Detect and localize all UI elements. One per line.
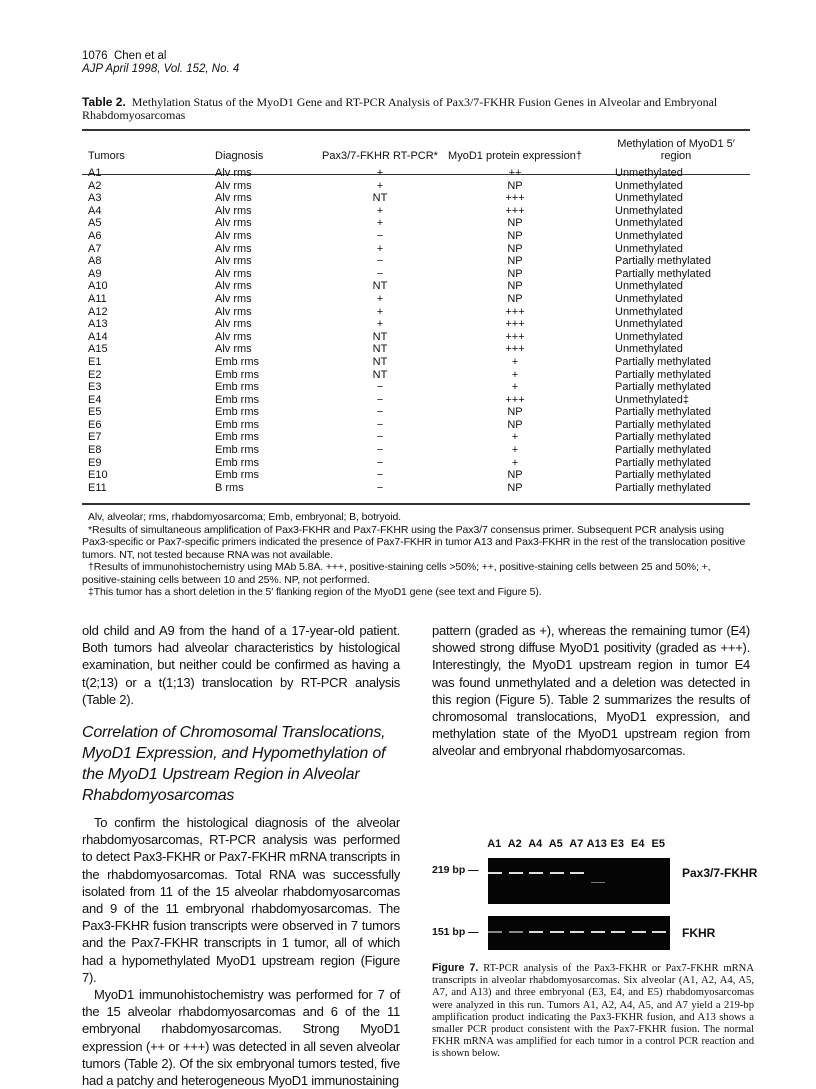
table-cell: Partially methylated	[615, 381, 711, 394]
table-top-rule	[82, 129, 750, 131]
table-cell: −	[376, 456, 384, 469]
table-cell: Unmethylated	[615, 343, 683, 356]
table-cell: NP	[507, 267, 523, 280]
table-cell: Unmethylated	[615, 192, 683, 205]
table-cell: Alv rms	[215, 242, 252, 255]
column-header: Pax3/7-FKHR RT-PCR*	[322, 150, 438, 162]
table-cell: Emb rms	[215, 355, 259, 368]
table-cell: +++	[505, 192, 525, 205]
table-cell: Unmethylated	[615, 229, 683, 242]
table-cell: Emb rms	[215, 381, 259, 394]
figure-caption	[432, 962, 754, 1061]
table-cell: Unmethylated	[615, 280, 683, 293]
table-cell: −	[376, 267, 384, 280]
gel-band	[509, 872, 523, 874]
table-cell: +	[511, 456, 519, 469]
table-cell: Alv rms	[215, 330, 252, 343]
table-row	[82, 306, 750, 319]
table-row	[82, 431, 750, 444]
table-cell: Partially methylated	[615, 368, 711, 381]
table-cell: A4	[88, 204, 102, 217]
right-column	[432, 622, 750, 760]
table-cell: Alv rms	[215, 267, 252, 280]
table-cell: A1	[88, 167, 102, 179]
table-cell: NP	[507, 255, 523, 268]
table-cell: E9	[88, 456, 102, 469]
gel-band	[652, 931, 666, 933]
table-cell: +	[511, 368, 519, 381]
table-cell: +	[511, 431, 519, 444]
lane-label: A13	[586, 838, 607, 850]
caption-text: RT-PCR analysis of the Pax3-FKHR or Pax7-FKHR mRNA transcripts in alveolar rhabdomyosarcomas. Six alveolar (A1, A2, A4, A5, A7, and A13) and three embryonal (E3, E4, and E5) rhabdomyosarcomas were analyzed in this run. Tumors A1, A2, A4, A5, and A7 yield a 219-bp amplification product indicating the Pax3-FKHR fusion, and A13 shows a smaller PCR product consistent with the Pax7-FKHR fusion. The normal FKHR mRNA was amplified for each tumor in a control PCR reaction and is shown below.	[432, 963, 754, 1060]
gel-band	[509, 931, 523, 933]
table-cell: Unmethylated	[615, 242, 683, 255]
table-cell: −	[376, 393, 384, 406]
column-header: Methylation of MyoD1 5′ region	[617, 138, 735, 162]
table-cell: +++	[505, 343, 525, 356]
gel-band	[570, 931, 584, 933]
table-cell: E2	[88, 368, 102, 381]
table-cell: Emb rms	[215, 456, 259, 469]
table-cell: A12	[88, 305, 108, 318]
paragraph: old child and A9 from the hand of a 17-year-old patient. Both tumors had alveolar characteristics by histological examination, but neither could be confirmed as having a t(2;13) or a t(1;13) translocation by RT-PCR analysis (Table 2).	[82, 623, 400, 707]
paragraph: To confirm the histological diagnosis of the alveolar rhabdomyosarcomas, RT-PCR analysis was performed to detect Pax3-FKHR or Pax7-FKHR mRNA transcripts in the rhabdomyosarcomas. Total RNA was successfully isolated from 11 of the 15 alveolar rhabdomyosarcomas and 9 of the 11 embryonal rhabdomyosarcomas. The Pax3-FKHR fusion transcripts were observed in 7 tumors and the Pax7-FKHR transcripts in 1 tumor, all of which had a hypomethylated MyoD1 upstream region (Figure 7).	[82, 815, 400, 985]
table-row	[82, 192, 750, 205]
table-cell: NP	[507, 292, 523, 305]
column-header: MyoD1 protein expression†	[448, 150, 582, 162]
table-cell: Alv rms	[215, 204, 252, 217]
table-cell: Partially methylated	[615, 444, 711, 457]
table-row	[82, 331, 750, 344]
table-cell: +	[511, 355, 519, 368]
table-row	[82, 444, 750, 457]
footnote: †Results of immunohistochemistry using MAb 5.8A. +++, positive-staining cells >50%; ++, positive-staining cells between 25 and 50%; +, positive-staining cells between 10 and 25%. NP, not performed.	[82, 561, 711, 586]
table-row	[82, 343, 750, 356]
column-header: Diagnosis	[215, 150, 264, 162]
table-cell: NT	[372, 330, 388, 343]
table-cell: −	[376, 229, 384, 242]
table-cell: A13	[88, 318, 108, 331]
table-cell: Alv rms	[215, 305, 252, 318]
figure-7-gel	[432, 838, 762, 958]
table-cell: Unmethylated	[615, 330, 683, 343]
table-cell: +++	[505, 393, 525, 406]
table-cell: NP	[507, 242, 523, 255]
lane-label: A2	[507, 838, 522, 850]
table-cell: Partially methylated	[615, 418, 711, 431]
table-bottom-rule	[82, 503, 750, 505]
gel-band	[529, 872, 543, 874]
table-cell: NP	[507, 469, 523, 482]
table-cell: A11	[88, 292, 107, 305]
gel-band	[529, 931, 543, 933]
table-cell: NP	[507, 179, 523, 192]
table-cell: E4	[88, 393, 102, 406]
table-caption	[82, 96, 752, 122]
table-row	[82, 394, 750, 407]
table-cell: Unmethylated	[615, 292, 683, 305]
table-cell: Emb rms	[215, 406, 259, 419]
table-cell: Alv rms	[215, 255, 252, 268]
table-cell: Alv rms	[215, 292, 252, 305]
table-cell: Emb rms	[215, 368, 259, 381]
lane-labels	[484, 838, 669, 850]
table-cell: E11	[88, 481, 107, 494]
journal-citation: AJP April 1998, Vol. 152, No. 4	[82, 63, 240, 75]
table-cell: A9	[88, 267, 102, 280]
table-cell: Alv rms	[215, 318, 252, 331]
table-cell: NT	[372, 343, 388, 356]
gel-pax-fkhr	[488, 858, 670, 904]
table-row	[82, 217, 750, 230]
figure-label: Figure 7.	[432, 962, 479, 974]
table-cell: A7	[88, 242, 102, 255]
table-cell: Alv rms	[215, 167, 252, 179]
page-number: 1076	[82, 50, 108, 62]
table-cell: Partially methylated	[615, 431, 711, 444]
table-cell: A5	[88, 217, 102, 230]
table-row	[82, 406, 750, 419]
lane-label: E3	[610, 838, 624, 850]
gel-band	[611, 931, 625, 933]
table-row	[82, 381, 750, 394]
table-cell: NP	[507, 481, 523, 494]
column-header: Tumors	[88, 150, 125, 162]
table-row	[82, 268, 750, 281]
table-cell: E1	[88, 355, 102, 368]
footnote: Alv, alveolar; rms, rhabdomyosarcoma; Emb, embryonal; B, botryoid.	[88, 511, 401, 523]
table-cell: −	[376, 381, 384, 394]
table-cell: Unmethylated	[615, 318, 683, 331]
lane-label: A7	[569, 838, 584, 850]
table-row	[82, 457, 750, 470]
table-cell: −	[376, 469, 384, 482]
table-cell: Alv rms	[215, 192, 252, 205]
paragraph: pattern (graded as +), whereas the remaining tumor (E4) showed strong diffuse MyoD1 positivity (graded as +++). Interestingly, the MyoD1 upstream region in tumor E4 was found unmethylated and a deletion was detected in this region (Figure 5). Table 2 summarizes the results of chromosomal translocations, MyoD1 expression, and methylation state of the MyoD1 upstream region from alveolar and embryonal rhabdomyosarcomas.	[432, 623, 750, 759]
table-cell: Alv rms	[215, 217, 252, 230]
table-cell: Emb rms	[215, 393, 259, 406]
table-cell: +++	[505, 318, 525, 331]
paragraph: MyoD1 immunohistochemistry was performed for 7 of the 15 alveolar rhabdomyosarcomas and 6 of the 11 embryonal rhabdomyosarcomas. Strong MyoD1 expression (++ or +++) was detected in all seven alveolar tumors (Table 2). Of the six embryonal tumors tested, five had a patchy and heterogeneous MyoD1 immunostaining	[82, 987, 400, 1089]
table-cell: NT	[372, 280, 388, 293]
table-cell: +++	[505, 204, 525, 217]
table-cell: A2	[88, 179, 102, 192]
table-cell: Alv rms	[215, 229, 252, 242]
lane-label: A1	[487, 838, 502, 850]
table-cell: +	[376, 318, 384, 331]
table-footnotes	[82, 511, 750, 599]
table-row	[82, 318, 750, 331]
table-cell: +	[376, 242, 384, 255]
table-cell: Partially methylated	[615, 355, 711, 368]
table-cell: +	[511, 444, 519, 457]
lane-label: E4	[631, 838, 645, 850]
table-row	[82, 280, 750, 293]
authors: Chen et al	[113, 50, 167, 62]
table-cell: −	[376, 418, 384, 431]
table-cell: NT	[372, 355, 388, 368]
table-cell: E3	[88, 381, 102, 394]
gel2-label: FKHR	[682, 926, 716, 940]
table-row	[82, 419, 750, 432]
table-cell: A8	[88, 255, 102, 268]
gel1-marker: 219 bp —	[432, 864, 479, 876]
table-cell: +	[376, 179, 384, 192]
table-cell: Unmethylated	[615, 179, 683, 192]
table-row	[82, 167, 750, 180]
table-cell: A15	[88, 343, 108, 356]
table-row	[82, 356, 750, 369]
gel-band	[591, 882, 605, 883]
methylation-table	[82, 138, 750, 494]
table-cell: Unmethylated	[615, 217, 683, 230]
table-cell: E6	[88, 418, 102, 431]
footnote: *Results of simultaneous amplification of Pax3-FKHR and Pax7-FKHR using the Pax3/7 consensus primer. Subsequent PCR analysis using Pax3-specific or Pax7-specific primers indicated the presence of Pax7-FKHR in tumor A13 and Pax3-FKHR in the rest of the translocation positive tumors. NT, not tested because RNA was not available.	[82, 523, 746, 561]
table-cell: Unmethylated	[615, 167, 683, 179]
table-cell: E5	[88, 406, 102, 419]
table-row	[82, 293, 750, 306]
table-title: Methylation Status of the MyoD1 Gene and RT-PCR Analysis of Pax3/7-FKHR Fusion Genes in Alveolar and Embryonal Rhabdomyosarcomas	[82, 95, 718, 122]
table-cell: A14	[88, 330, 108, 343]
table-cell: Alv rms	[215, 280, 252, 293]
table-row	[82, 469, 750, 482]
table-cell: Partially methylated	[615, 406, 711, 419]
table-cell: Unmethylated	[615, 305, 683, 318]
table-row	[82, 255, 750, 268]
gel-band	[550, 931, 564, 933]
table-cell: Unmethylated	[615, 204, 683, 217]
table-cell: +	[376, 305, 384, 318]
table-row	[82, 180, 750, 193]
table-cell: E10	[88, 469, 108, 482]
gel-band	[591, 931, 605, 933]
table-cell: −	[376, 444, 384, 457]
table-cell: Unmethylated‡	[615, 393, 689, 406]
table-cell: +	[376, 204, 384, 217]
table-cell: A6	[88, 229, 102, 242]
table-cell: NT	[372, 192, 388, 205]
table-cell: Partially methylated	[615, 267, 711, 280]
table-cell: +	[376, 292, 384, 305]
table-cell: ++	[508, 167, 522, 179]
table-cell: Partially methylated	[615, 456, 711, 469]
table-cell: +	[376, 217, 384, 230]
gel1-label: Pax3/7-FKHR	[682, 866, 758, 880]
section-heading: Correlation of Chromosomal Translocations, MyoD1 Expression, and Hypomethylation of the MyoD1 Upstream Region in Alveolar Rhabdomyosarcomas	[82, 724, 386, 805]
table-cell: E8	[88, 444, 102, 457]
running-header	[82, 50, 239, 76]
table-cell: +++	[505, 330, 525, 343]
lane-label: A4	[528, 838, 543, 850]
table-cell: Partially methylated	[615, 469, 711, 482]
table-cell: +	[511, 381, 519, 394]
table-cell: A3	[88, 192, 102, 205]
table-cell: Alv rms	[215, 343, 252, 356]
table-cell: Emb rms	[215, 444, 259, 457]
table-label: Table 2.	[82, 95, 126, 109]
table-cell: NP	[507, 280, 523, 293]
gel-band	[550, 872, 564, 874]
table-cell: NP	[507, 229, 523, 242]
table-row	[82, 243, 750, 256]
footnote: ‡This tumor has a short deletion in the 5′ flanking region of the MyoD1 gene (see text and Figure 5).	[88, 586, 542, 598]
table-row	[82, 369, 750, 382]
table-cell: −	[376, 406, 384, 419]
table-cell: Emb rms	[215, 469, 259, 482]
table-cell: Emb rms	[215, 431, 259, 444]
gel-band	[488, 931, 502, 933]
gel-band	[632, 931, 646, 933]
lane-label: A5	[548, 838, 563, 850]
table-row	[82, 482, 750, 495]
gel-fkhr	[488, 916, 670, 950]
table-cell: −	[376, 255, 384, 268]
table-cell: E7	[88, 431, 102, 444]
table-cell: B rms	[215, 481, 244, 494]
table-cell: Alv rms	[215, 179, 252, 192]
table-cell: −	[376, 431, 384, 444]
table-cell: NP	[507, 418, 523, 431]
table-row	[82, 205, 750, 218]
table-cell: Partially methylated	[615, 481, 711, 494]
table-cell: NP	[507, 406, 523, 419]
table-cell: +	[376, 167, 384, 179]
table-cell: NP	[507, 217, 523, 230]
gel-band	[570, 872, 584, 874]
gel2-marker: 151 bp —	[432, 926, 479, 938]
lane-label: E5	[651, 838, 665, 850]
left-column	[82, 622, 400, 1089]
table-row	[82, 230, 750, 243]
table-cell: Emb rms	[215, 418, 259, 431]
table-cell: +++	[505, 305, 525, 318]
table-cell: −	[376, 481, 384, 494]
table-cell: NT	[372, 368, 388, 381]
gel-band	[488, 872, 502, 874]
table-cell: Partially methylated	[615, 255, 711, 268]
table-cell: A10	[88, 280, 108, 293]
